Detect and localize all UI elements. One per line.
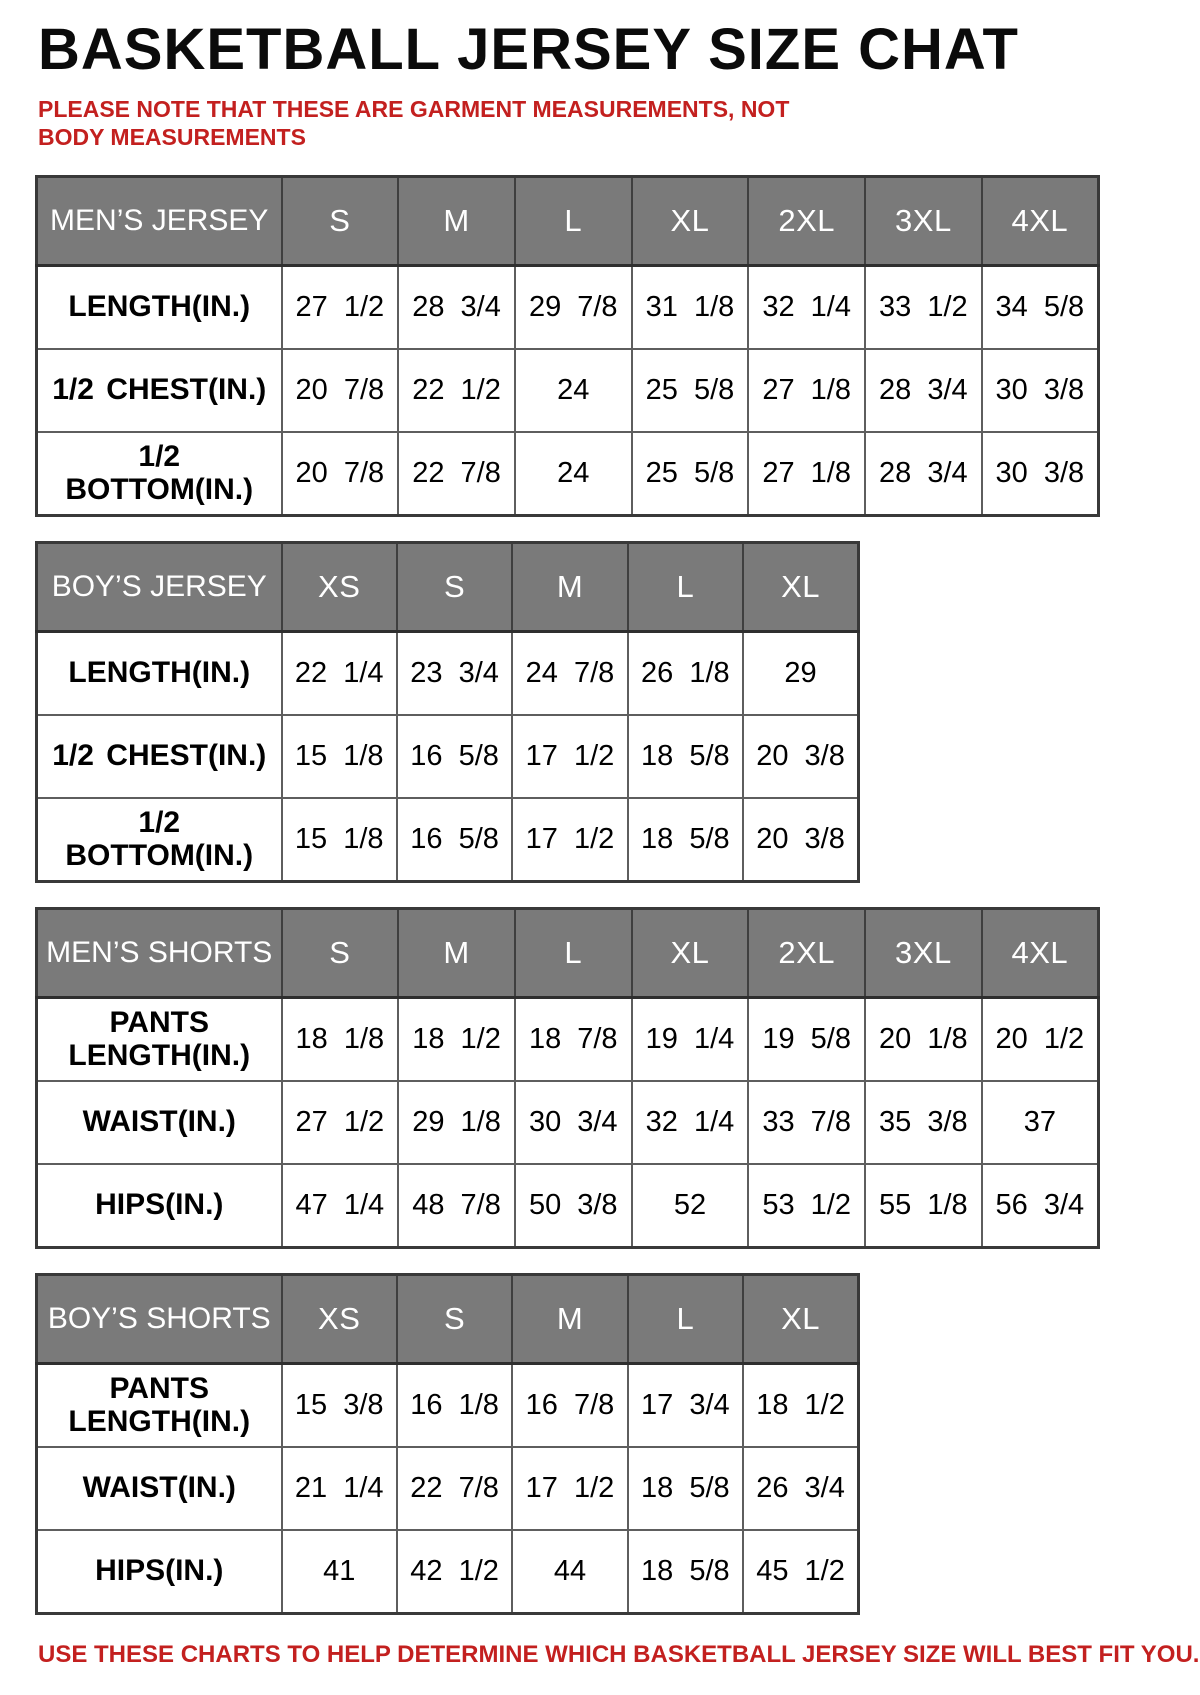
- column-header-xl: XL: [743, 543, 858, 632]
- size-cell: 17 3/4: [628, 1364, 743, 1448]
- size-cell: 32 1/4: [632, 1081, 749, 1164]
- column-header-xs: XS: [282, 543, 397, 632]
- column-header-3xl: 3XL: [865, 177, 982, 266]
- column-header-xl: XL: [743, 1275, 858, 1364]
- row-label: HIPS(IN.): [37, 1530, 282, 1614]
- size-cell: 18 5/8: [628, 715, 743, 798]
- column-header-s: S: [397, 543, 512, 632]
- size-cell: 26 3/4: [743, 1447, 858, 1530]
- row-label: 1/2 CHEST(IN.): [37, 349, 282, 432]
- table-row: [37, 349, 1099, 432]
- column-header-xl: XL: [632, 909, 749, 998]
- table-title-cell: MEN’S SHORTS: [37, 909, 282, 998]
- size-cell: 16 1/8: [397, 1364, 512, 1448]
- column-header-4xl: 4XL: [982, 909, 1099, 998]
- boys-jersey-header-row: [37, 543, 859, 632]
- table-title-cell: MEN’S JERSEY: [37, 177, 282, 266]
- page-title: BASKETBALL JERSEY SIZE CHAT: [38, 17, 1019, 82]
- size-cell: 28 3/4: [865, 349, 982, 432]
- size-cell: 55 1/8: [865, 1164, 982, 1248]
- column-header-l: L: [515, 177, 632, 266]
- size-cell: 19 1/4: [632, 998, 749, 1082]
- column-header-l: L: [515, 909, 632, 998]
- row-label: LENGTH(IN.): [37, 266, 282, 350]
- size-cell: 15 3/8: [282, 1364, 397, 1448]
- row-label: WAIST(IN.): [37, 1447, 282, 1530]
- size-cell: 28 3/4: [865, 432, 982, 516]
- size-cell: 24: [515, 432, 632, 516]
- column-header-m: M: [512, 543, 627, 632]
- column-header-s: S: [397, 1275, 512, 1364]
- table-row: [37, 1530, 859, 1614]
- table-row: [37, 715, 859, 798]
- column-header-s: S: [282, 909, 399, 998]
- size-cell: 26 1/8: [628, 632, 743, 716]
- size-cell: 20 3/8: [743, 715, 858, 798]
- size-cell: 29 7/8: [515, 266, 632, 350]
- column-header-s: S: [282, 177, 399, 266]
- size-cell: 18 5/8: [628, 1447, 743, 1530]
- fit-advice-footer: USE THESE CHARTS TO HELP DETERMINE WHICH BASKETBALL JERSEY SIZE WILL BEST FIT YOU.: [38, 1641, 1200, 1669]
- column-header-2xl: 2XL: [748, 909, 865, 998]
- size-cell: 22 1/4: [282, 632, 397, 716]
- size-cell: 18 1/8: [282, 998, 399, 1082]
- row-label: 1/2 CHEST(IN.): [37, 715, 282, 798]
- size-cell: 35 3/8: [865, 1081, 982, 1164]
- column-header-4xl: 4XL: [982, 177, 1099, 266]
- size-cell: 25 5/8: [632, 432, 749, 516]
- size-cell: 41: [282, 1530, 397, 1614]
- column-header-m: M: [512, 1275, 627, 1364]
- size-cell: 30 3/8: [982, 432, 1099, 516]
- table-title-cell: BOY’S JERSEY: [37, 543, 282, 632]
- table-row: [37, 432, 1099, 516]
- size-cell: 27 1/2: [282, 1081, 399, 1164]
- size-cell: 17 1/2: [512, 1447, 627, 1530]
- table-row: [37, 1364, 859, 1448]
- size-cell: 19 5/8: [748, 998, 865, 1082]
- size-cell: 16 7/8: [512, 1364, 627, 1448]
- column-header-m: M: [398, 909, 515, 998]
- size-cell: 22 7/8: [397, 1447, 512, 1530]
- size-cell: 23 3/4: [397, 632, 512, 716]
- column-header-xl: XL: [632, 177, 749, 266]
- row-label: LENGTH(IN.): [37, 632, 282, 716]
- boys-shorts-header-row: [37, 1275, 859, 1364]
- size-cell: 25 5/8: [632, 349, 749, 432]
- boys-jersey-table: [35, 541, 860, 883]
- boys-shorts-table: [35, 1273, 860, 1615]
- size-cell: 18 5/8: [628, 1530, 743, 1614]
- size-cell: 16 5/8: [397, 798, 512, 882]
- row-label: HIPS(IN.): [37, 1164, 282, 1248]
- size-cell: 16 5/8: [397, 715, 512, 798]
- size-cell: 24: [515, 349, 632, 432]
- size-cell: 28 3/4: [398, 266, 515, 350]
- table-row: [37, 1081, 1099, 1164]
- column-header-l: L: [628, 543, 743, 632]
- size-cell: 33 7/8: [748, 1081, 865, 1164]
- size-cell: 18 1/2: [398, 998, 515, 1082]
- size-cell: 22 1/2: [398, 349, 515, 432]
- row-label: WAIST(IN.): [37, 1081, 282, 1164]
- size-cell: 20 7/8: [282, 432, 399, 516]
- mens-shorts-header-row: [37, 909, 1099, 998]
- size-cell: 44: [512, 1530, 627, 1614]
- size-cell: 29: [743, 632, 858, 716]
- size-cell: 50 3/8: [515, 1164, 632, 1248]
- size-cell: 18 7/8: [515, 998, 632, 1082]
- size-cell: 15 1/8: [282, 798, 397, 882]
- table-row: [37, 1447, 859, 1530]
- size-cell: 34 5/8: [982, 266, 1099, 350]
- size-cell: 56 3/4: [982, 1164, 1099, 1248]
- row-label: 1/2 BOTTOM(IN.): [37, 432, 282, 516]
- size-cell: 47 1/4: [282, 1164, 399, 1248]
- size-cell: 31 1/8: [632, 266, 749, 350]
- mens-shorts-table: [35, 907, 1100, 1249]
- size-cell: 24 7/8: [512, 632, 627, 716]
- size-cell: 27 1/8: [748, 349, 865, 432]
- row-label: PANTS LENGTH(IN.): [37, 1364, 282, 1448]
- mens-jersey-table: [35, 175, 1100, 517]
- size-cell: 27 1/8: [748, 432, 865, 516]
- column-header-2xl: 2XL: [748, 177, 865, 266]
- size-cell: 53 1/2: [748, 1164, 865, 1248]
- size-cell: 20 1/8: [865, 998, 982, 1082]
- size-cell: 45 1/2: [743, 1530, 858, 1614]
- column-header-m: M: [398, 177, 515, 266]
- column-header-3xl: 3XL: [865, 909, 982, 998]
- size-cell: 37: [982, 1081, 1099, 1164]
- size-cell: 52: [632, 1164, 749, 1248]
- table-row: [37, 998, 1099, 1082]
- size-cell: 17 1/2: [512, 798, 627, 882]
- size-cell: 48 7/8: [398, 1164, 515, 1248]
- row-label: PANTS LENGTH(IN.): [37, 998, 282, 1082]
- table-row: [37, 632, 859, 716]
- size-cell: 30 3/8: [982, 349, 1099, 432]
- size-cell: 17 1/2: [512, 715, 627, 798]
- mens-jersey-header-row: [37, 177, 1099, 266]
- size-cell: 22 7/8: [398, 432, 515, 516]
- table-title-cell: BOY’S SHORTS: [37, 1275, 282, 1364]
- table-row: [37, 266, 1099, 350]
- table-row: [37, 1164, 1099, 1248]
- size-cell: 18 5/8: [628, 798, 743, 882]
- garment-measurement-note: PLEASE NOTE THAT THESE ARE GARMENT MEASUREMENTS, NOT BODY MEASUREMENTS: [38, 96, 790, 151]
- size-cell: 42 1/2: [397, 1530, 512, 1614]
- column-header-l: L: [628, 1275, 743, 1364]
- size-cell: 33 1/2: [865, 266, 982, 350]
- size-cell: 18 1/2: [743, 1364, 858, 1448]
- size-cell: 21 1/4: [282, 1447, 397, 1530]
- size-cell: 15 1/8: [282, 715, 397, 798]
- row-label: 1/2 BOTTOM(IN.): [37, 798, 282, 882]
- size-cell: 20 3/8: [743, 798, 858, 882]
- table-row: [37, 798, 859, 882]
- column-header-xs: XS: [282, 1275, 397, 1364]
- size-cell: 32 1/4: [748, 266, 865, 350]
- size-cell: 20 7/8: [282, 349, 399, 432]
- size-cell: 29 1/8: [398, 1081, 515, 1164]
- size-cell: 20 1/2: [982, 998, 1099, 1082]
- size-cell: 30 3/4: [515, 1081, 632, 1164]
- size-cell: 27 1/2: [282, 266, 399, 350]
